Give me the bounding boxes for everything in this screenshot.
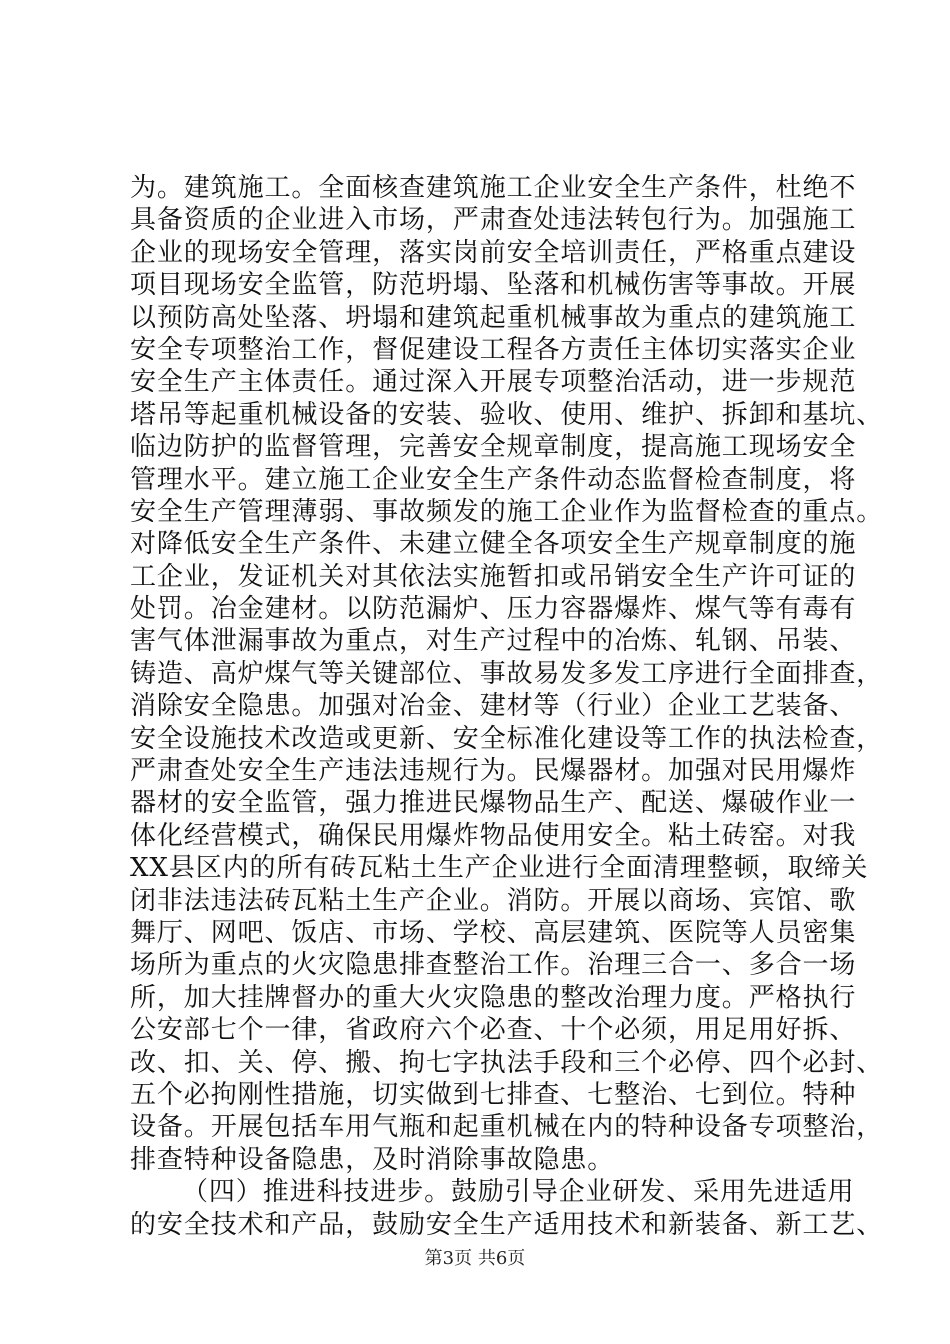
text-line: 企业的现场安全管理，落实岗前安全培训责任，严格重点建设	[130, 237, 857, 268]
text-line: 场所为重点的火灾隐患排查整治工作。治理三合一、多合一场	[130, 950, 857, 981]
body-text	[130, 172, 884, 1241]
text-line: 设备。开展包括车用气瓶和起重机械在内的特种设备专项整治，	[130, 1112, 884, 1143]
text-line: 项目现场安全监管，防范坍塌、坠落和机械伤害等事故。开展	[130, 270, 857, 301]
text-line: 害气体泄漏事故为重点，对生产过程中的冶炼、轧钢、吊装、	[130, 626, 857, 657]
text-line: 排查特种设备隐患，及时消除事故隐患。	[130, 1144, 615, 1175]
text-line: 安全生产主体责任。通过深入开展专项整治活动，进一步规范	[130, 367, 857, 398]
text-line: 为。建筑施工。全面核查建筑施工企业安全生产条件，杜绝不	[130, 173, 857, 203]
text-line: 以预防高处坠落、坍塌和建筑起重机械事故为重点的建筑施工	[130, 302, 857, 333]
text-line: 安全专项整治工作，督促建设工程各方责任主体切实落实企业	[130, 334, 857, 365]
text-line: 公安部七个一律，省政府六个必查、十个必须，用足用好拆、	[130, 1015, 857, 1046]
text-line: XX县区内的所有砖瓦粘土生产企业进行全面清理整顿，取缔关	[130, 853, 869, 884]
text-line: 塔吊等起重机械设备的安装、验收、使用、维护、拆卸和基坑、	[130, 399, 884, 430]
text-line: 对降低安全生产条件、未建立健全各项安全生产规章制度的施	[130, 529, 857, 560]
text-line: 安全生产管理薄弱、事故频发的施工企业作为监督检查的重点。	[130, 496, 884, 527]
text-line: 消除安全隐患。加强对冶金、建材等（行业）企业工艺装备、	[130, 691, 857, 722]
text-line: 安全设施技术改造或更新、安全标准化建设等工作的执法检查，	[130, 723, 884, 754]
paragraph-1	[130, 172, 884, 1176]
text-line: 闭非法违法砖瓦粘土生产企业。消防。开展以商场、宾馆、歌	[130, 885, 857, 916]
text-line: 所，加大挂牌督办的重大火灾隐患的整改治理力度。严格执行	[130, 982, 857, 1013]
text-line: 处罚。冶金建材。以防范漏炉、压力容器爆炸、煤气等有毒有	[130, 594, 857, 625]
text-line: 体化经营模式，确保民用爆炸物品使用安全。粘土砖窑。对我	[130, 820, 857, 851]
page-footer: 第3页 共6页	[424, 1248, 526, 1269]
text-line: （四）推进科技进步。鼓励引导企业研发、采用先进适用	[182, 1177, 855, 1208]
text-line: 管理水平。建立施工企业安全生产条件动态监督检查制度，将	[130, 464, 857, 495]
text-line: 改、扣、关、停、搬、拘七字执法手段和三个必停、四个必封、	[130, 1047, 884, 1078]
text-line: 舞厅、网吧、饭店、市场、学校、高层建筑、医院等人员密集	[130, 917, 857, 948]
text-line: 临边防护的监督管理，完善安全规章制度，提高施工现场安全	[130, 432, 857, 463]
text-line: 五个必拘刚性措施，切实做到七排查、七整治、七到位。特种	[130, 1079, 857, 1110]
text-line: 严肃查处安全生产违法违规行为。民爆器材。加强对民用爆炸	[130, 756, 857, 787]
text-line: 的安全技术和产品，鼓励安全生产适用技术和新装备、新工艺、	[130, 1209, 884, 1240]
text-line: 工企业，发证机关对其依法实施暂扣或吊销安全生产许可证的	[130, 561, 857, 592]
text-line: 器材的安全监管，强力推进民爆物品生产、配送、爆破作业一	[130, 788, 857, 819]
text-line: 具备资质的企业进入市场，严肃查处违法转包行为。加强施工	[130, 205, 857, 236]
text-line: 铸造、高炉煤气等关键部位、事故易发多发工序进行全面排查，	[130, 658, 884, 689]
paragraph-2	[130, 1176, 884, 1241]
